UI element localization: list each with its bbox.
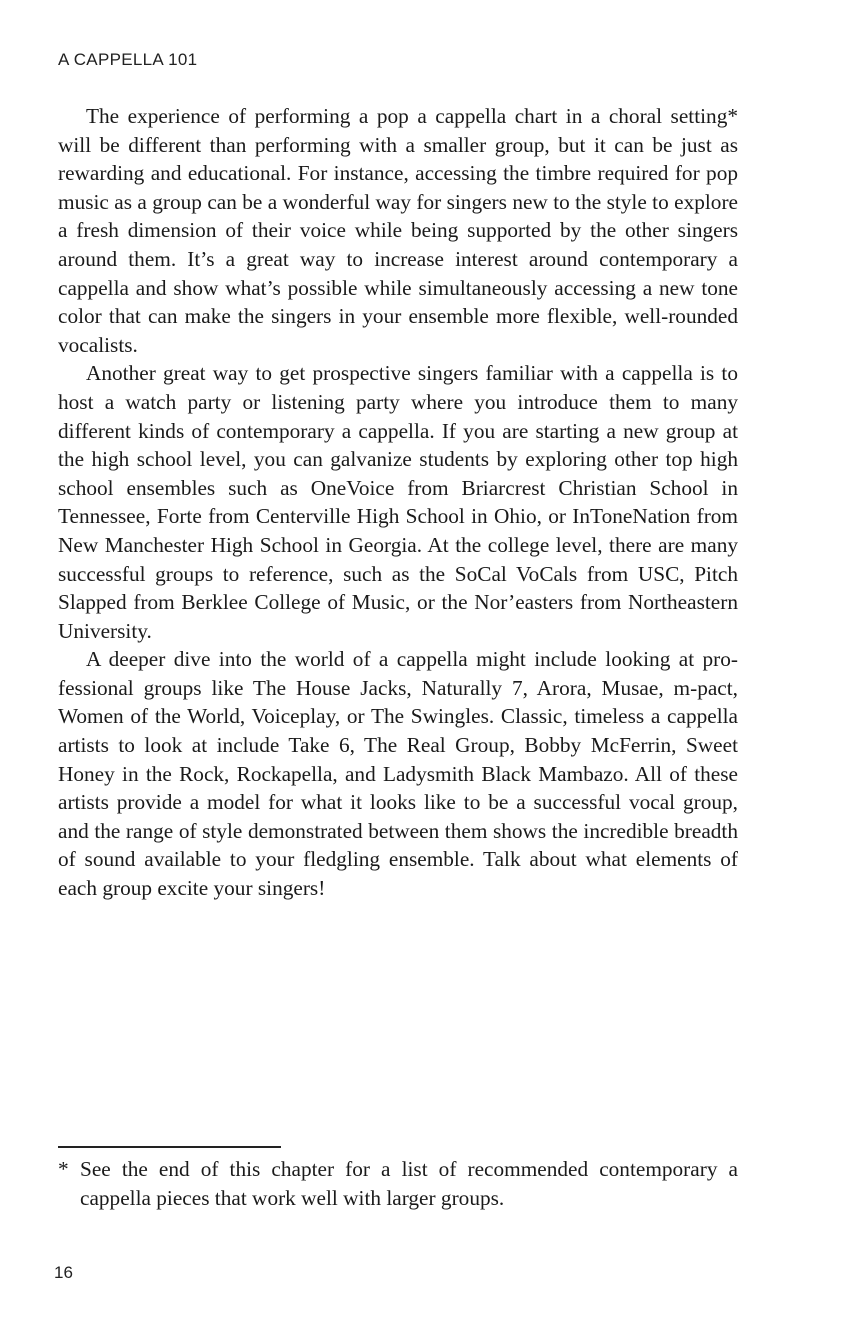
footnote-divider	[58, 1146, 281, 1148]
running-head: A CAPPELLA 101	[58, 50, 198, 69]
page-number: 16	[54, 1263, 73, 1282]
paragraph-1: The experience of performing a pop a cappella chart in a choral setting* will be different than performing with a smaller group, but it can be just as rewarding and educational. For instance, accessing the timbre required for pop music as a group can be a wonderful way for singers new to the style to explore a fresh dimension of their voice while being supported by the other singers around them. It’s a great way to increase interest around contemporary a cappella and show what’s possible while simultaneously accessing a new tone color that can make the singers in your ensemble more flexible, well-rounded vocalists.	[58, 104, 738, 357]
footnote-text: See the end of this chapter for a list of recommended contemporary a cappella pieces that work well with larger groups.	[80, 1157, 738, 1210]
paragraph-3: A deeper dive into the world of a cappella might include looking at professional groups like The House Jacks, Naturally 7, Arora, Musae, m-pact, Women of the World, Voiceplay, or The Swingles. Classic, timeless a cappella artists to look at include Take 6, The Real Group, Bobby McFerrin, Sweet Honey in the Rock, Rockapella, and Ladysmith Black Mambazo. All of these artists provide a model for what it looks like to be a successful vocal group, and the range of style demonstrated between them shows the incredible breadth of sound available to your fledgling ensemble. Talk about what elements of each group excite your singers!	[58, 647, 738, 901]
footnote-marker: *	[58, 1157, 69, 1181]
body-text	[58, 102, 738, 903]
footnote	[58, 1155, 738, 1213]
paragraph-2: Another great way to get prospective singers familiar with a cappella is to host a watch party or listening party where you introduce them to many different kinds of contemporary a cappella. If you are starting a new group at the high school level, you can galvanize students by exploring other top high school ensembles such as OneVoice from Briarcrest Christian School in Tennessee, Forte from Centerville High School in Ohio, or InToneNation from New Manchester High School in Georgia. At the college level, there are many successful groups to reference, such as the SoCal VoCals from USC, Pitch Slapped from Berklee College of Music, or the Nor’easters from Northeastern University.	[58, 361, 738, 643]
